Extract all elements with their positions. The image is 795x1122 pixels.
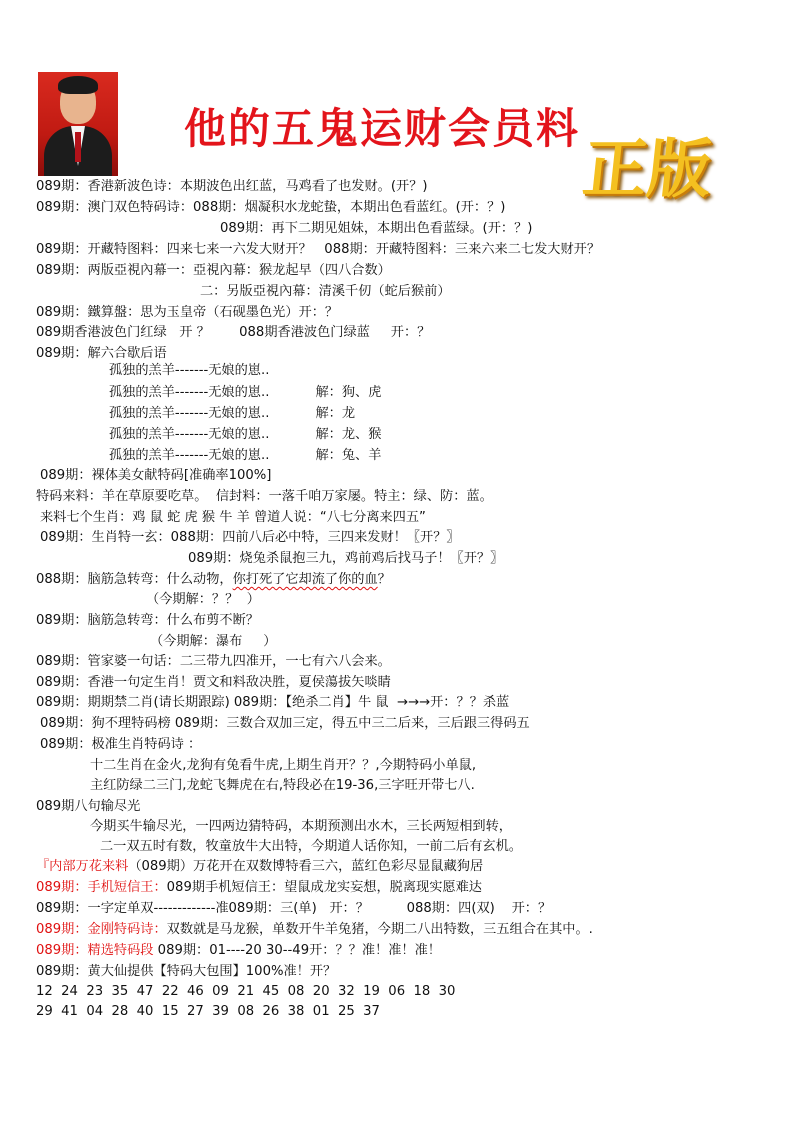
text-line: （今期解：？？ ）: [146, 592, 260, 607]
text-line: 089期香港波色门红绿 开 ？ 088期香港波色门绿蓝 开：？: [36, 325, 431, 340]
line-text: 089期：01----20 30--49开：？？准！准！准！: [153, 943, 441, 958]
photo-hair: [58, 76, 98, 94]
text-line: 089期：开藏特图料：四来七来一六发大财开？ 088期：开藏特图料：三来六来二七发大财开？: [36, 242, 601, 257]
text-line: 089期：鐵算盤：思为玉皇帝（石砚墨色光）开：？: [36, 305, 339, 320]
poem-line: 主红防绿二三门,龙蛇飞舞虎在右,特段必在19-36,三字旺开带七八.: [90, 778, 475, 793]
number-row: 12 24 23 35 47 22 46 09 21 45 08 20 32 19 06 18 30: [36, 984, 456, 999]
text-line: 089期：一字定单双-------------准089期：三(单) 开：？ 088期：四(双) 开：？: [36, 901, 552, 916]
riddle-line: [36, 571, 391, 589]
line-text: （089期）万花开在双数博特看三六，蓝红色彩尽显鼠藏狗居: [128, 859, 484, 874]
text-line: 089期：管家婆一句话：二三带九四准开，一七有六八会来。: [36, 654, 391, 669]
text-line: 089期：香港新波色诗：本期波色出红蓝，马鸡看了也发财。(开？): [36, 179, 428, 194]
riddle-text: 088期：脑筋急转弯：什么动物，: [36, 572, 233, 587]
author-photo: [38, 72, 118, 176]
text-line: 089期：解六合歇后语: [36, 346, 167, 361]
red-label: 089期：精选特码段: [36, 943, 154, 958]
text-line: 089期：黄大仙提供【特码大包围】100%准！开？: [36, 964, 337, 979]
line-text: 089期手机短信王：望鼠成龙实妄想，脱离现实愿难达: [166, 880, 482, 895]
text-line: （今期解：瀑布 ）: [150, 634, 277, 649]
proverb-line: 孤独的羔羊-------无娘的崽.. 解：狗、虎: [109, 385, 382, 400]
text-line: 089期：再下二期见姐妹，本期出色看蓝绿。(开：？): [220, 221, 533, 236]
red-label: 『内部万花来料: [36, 859, 129, 874]
photo-tie: [75, 132, 81, 162]
text-line: 来料七个生肖：鸡 鼠 蛇 虎 猴 牛 羊 曾道人说：“八七分离来四五”: [40, 510, 426, 525]
text-line: [36, 858, 483, 876]
text-line: 二：另版亞視內幕：清溪千仞（蛇后猴前）: [200, 284, 451, 299]
line-text: 双数就是马龙猴，单数开牛羊兔猪，今期二八出特数，三五组合在其中。.: [166, 922, 593, 937]
proverb-line: 孤独的羔羊-------无娘的崽.. 解：龙: [109, 406, 356, 421]
riddle-question-mark: ？: [377, 572, 391, 587]
page-title: 他的五鬼运财会员料: [184, 104, 581, 153]
text-line: 089期：裸体美女献特码[准确率100%]: [40, 468, 272, 483]
text-line: 089期：脑筋急转弯：什么布剪不断？: [36, 613, 259, 628]
text-line: 089期：两版亞視內幕一：亞視內幕：猴龙起早（四八合数）: [36, 263, 391, 278]
poem-line: 二一双五时有数，牧童放牛大出特，今期道人话你知，一前二后有玄机。: [100, 839, 522, 854]
text-line: 089期八句输尽光: [36, 799, 141, 814]
text-line: 089期：狗不理特码榜 089期：三数合双加三定，得五中三二后来，三后跟三得码五: [40, 716, 530, 731]
proverb-line: 孤独的羔羊-------无娘的崽.. 解：兔、羊: [109, 448, 382, 463]
poem-line: 今期买牛输尽光，一四两边猜特码，本期预测出水木，三长两短相到转，: [90, 819, 512, 834]
text-line: [36, 879, 482, 897]
proverb-line: 孤独的羔羊-------无娘的崽..: [109, 363, 270, 378]
genuine-badge: 正版: [579, 133, 716, 207]
poem-line: 十二生肖在金火,龙狗有兔看牛虎,上期生肖开？？,今期特码小单鼠,: [90, 758, 477, 773]
text-line: 089期：极准生肖特码诗 ：: [40, 737, 202, 752]
text-line: 089期：烧兔杀鼠抱三九，鸡前鸡后找马子！〖开？〗: [188, 551, 504, 566]
text-line: [36, 921, 593, 939]
red-label: 089期：手机短信王：: [36, 880, 167, 895]
text-line: 089期：生肖特一玄：088期：四前八后必中特，三四来发财！〖开？〗: [40, 530, 460, 545]
number-row: 29 41 04 28 40 15 27 39 08 26 38 01 25 37: [36, 1004, 380, 1019]
text-line: [36, 942, 441, 960]
text-line: 089期：澳门双色特码诗：088期：烟凝积水龙蛇蛰，本期出色看蓝红。(开：？): [36, 200, 506, 215]
proverb-line: 孤独的羔羊-------无娘的崽.. 解：龙、猴: [109, 427, 382, 442]
red-label: 089期：金刚特码诗：: [36, 922, 167, 937]
text-line: 特码来料：羊在草原要吃草。 信封料：一落千咱万家屡。特主：绿、防：蓝。: [36, 489, 493, 504]
text-line: 089期：香港一句定生肖！贾文和料敌决胜，夏侯蕩拔矢啖睛: [36, 675, 391, 690]
riddle-underlined-text: 你打死了它却流了你的血: [232, 572, 378, 587]
text-line: 089期：期期禁二肖(请长期跟踪) 089期：【绝杀二肖】牛 鼠 →→→开：？？杀蓝: [36, 695, 510, 710]
